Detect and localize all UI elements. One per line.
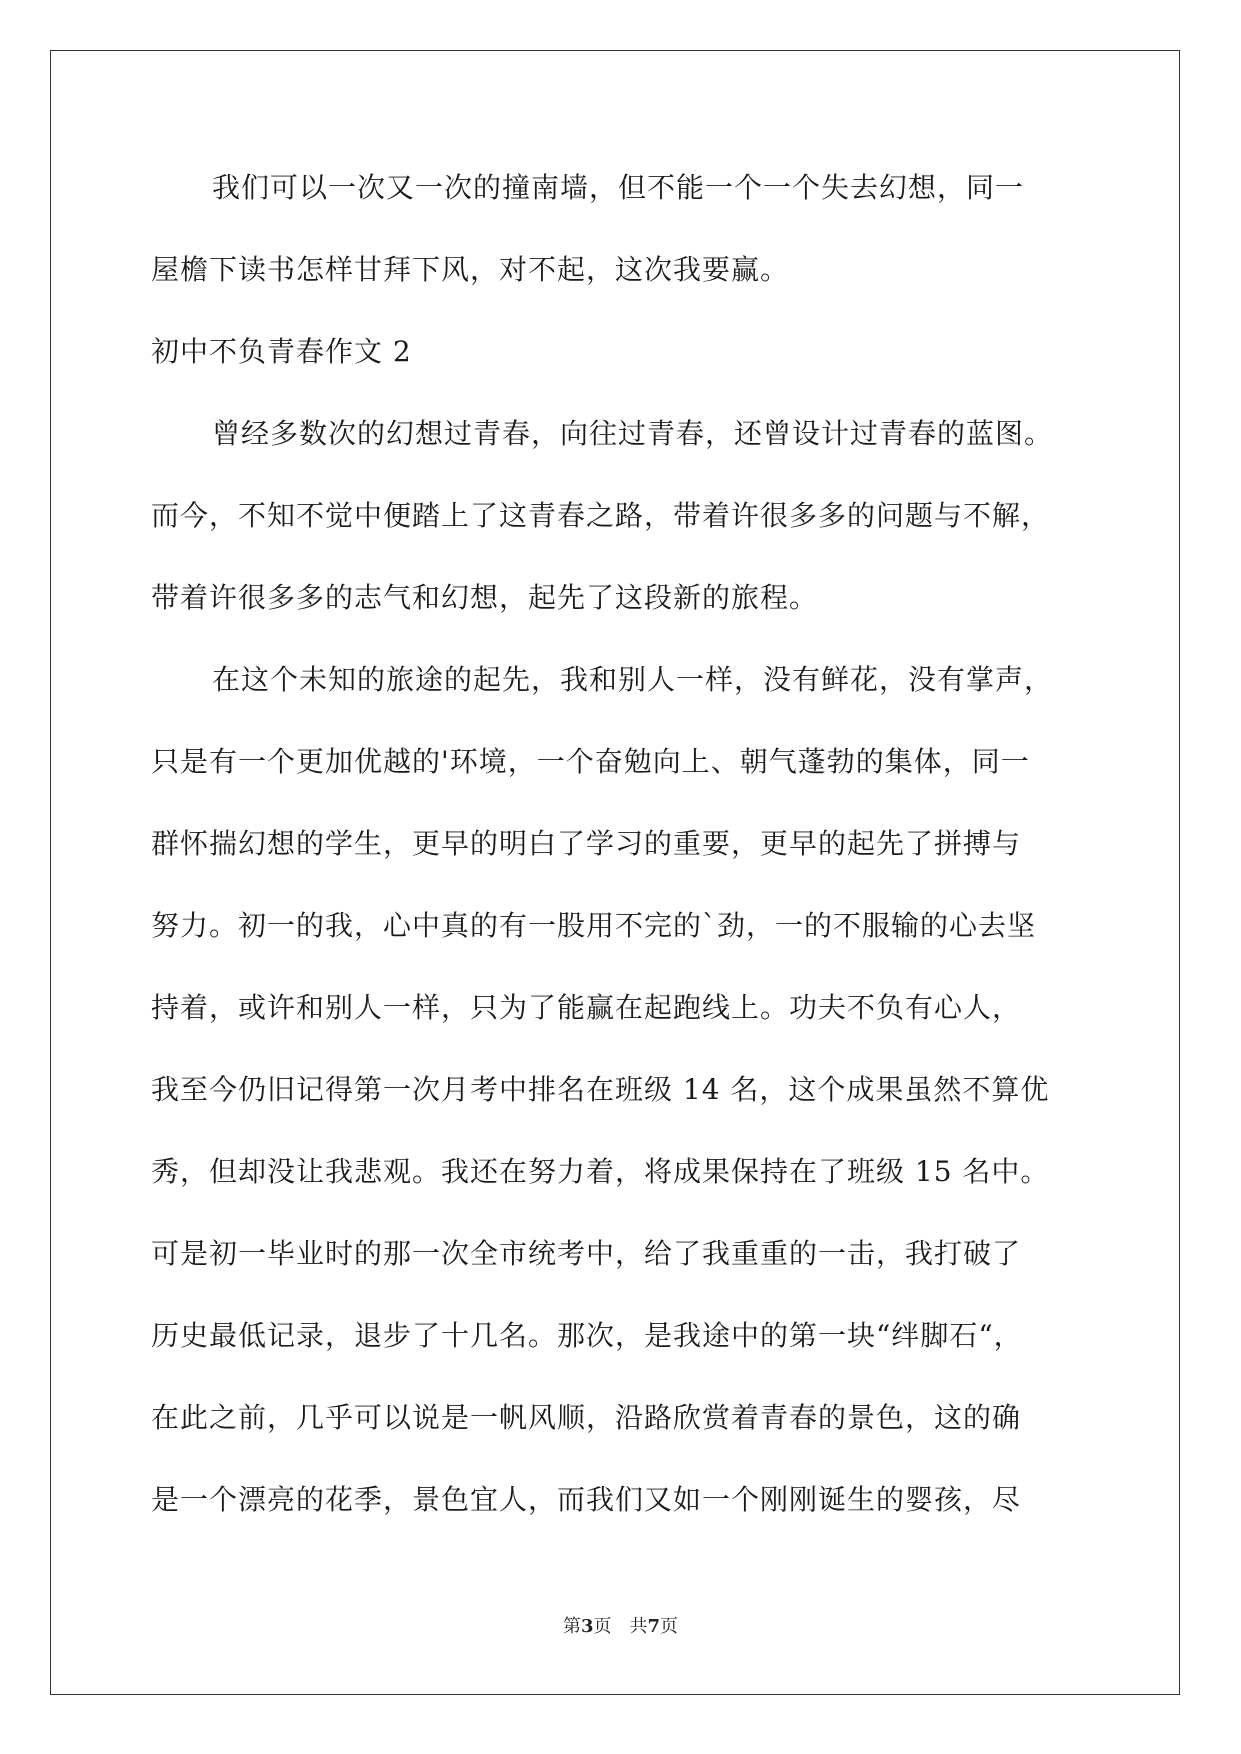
total-page-number: 7 — [647, 1616, 661, 1637]
paragraph-line: 秀，但却没让我悲观。我还在努力着，将成果保持在了班级 15 名中。 — [151, 1155, 1050, 1188]
paragraph-line: 在这个未知的旅途的起先，我和别人一样，没有鲜花，没有掌声， — [212, 663, 1054, 696]
page-number-footer — [0, 1615, 1241, 1639]
paragraph-line: 是一个漂亮的花季，景色宜人，而我们又如一个刚刚诞生的婴孩，尽 — [151, 1483, 1022, 1516]
paragraph-line: 努力。初一的我，心中真的有一股用不完的`劲，一的不服输的心去坚 — [151, 909, 1037, 942]
current-page-number: 3 — [580, 1616, 594, 1637]
paragraph-line: 屋檐下读书怎样甘拜下风，对不起，这次我要赢。 — [151, 253, 790, 286]
page-frame — [50, 50, 1180, 1695]
footer-prefix: 第 — [562, 1616, 581, 1637]
paragraph-line: 我们可以一次又一次的撞南墙，但不能一个一个失去幻想，同一 — [212, 171, 1025, 204]
paragraph-line: 只是有一个更加优越的'环境，一个奋勉向上、朝气蓬勃的集体，同一 — [151, 745, 1030, 778]
paragraph-line: 历史最低记录，退步了十几名。那次，是我途中的第一块“绊脚石“， — [151, 1319, 1023, 1352]
paragraph-line: 在此之前，几乎可以说是一帆风顺，沿路欣赏着青春的景色，这的确 — [151, 1401, 1022, 1434]
paragraph-line: 可是初一毕业时的那一次全市统考中，给了我重重的一击，我打破了 — [151, 1237, 1022, 1270]
paragraph-line: 群怀揣幻想的学生，更早的明白了学习的重要，更早的起先了拼搏与 — [151, 827, 1022, 860]
section-heading: 初中不负青春作文 2 — [151, 335, 412, 368]
footer-suffix: 页 — [660, 1616, 679, 1637]
paragraph-line: 持着，或许和别人一样，只为了能赢在起跑线上。功夫不负有心人， — [151, 991, 1022, 1024]
paragraph-line: 我至今仍旧记得第一次月考中排名在班级 14 名，这个成果虽然不算优 — [151, 1073, 1050, 1106]
paragraph-line: 带着许很多多的志气和幻想，起先了这段新的旅程。 — [151, 581, 819, 614]
paragraph-line: 曾经多数次的幻想过青春，向往过青春，还曾设计过青春的蓝图。 — [212, 417, 1054, 450]
paragraph-line: 而今，不知不觉中便踏上了这青春之路，带着许很多多的问题与不解， — [151, 499, 1051, 532]
footer-middle: 页 共 — [593, 1616, 648, 1637]
